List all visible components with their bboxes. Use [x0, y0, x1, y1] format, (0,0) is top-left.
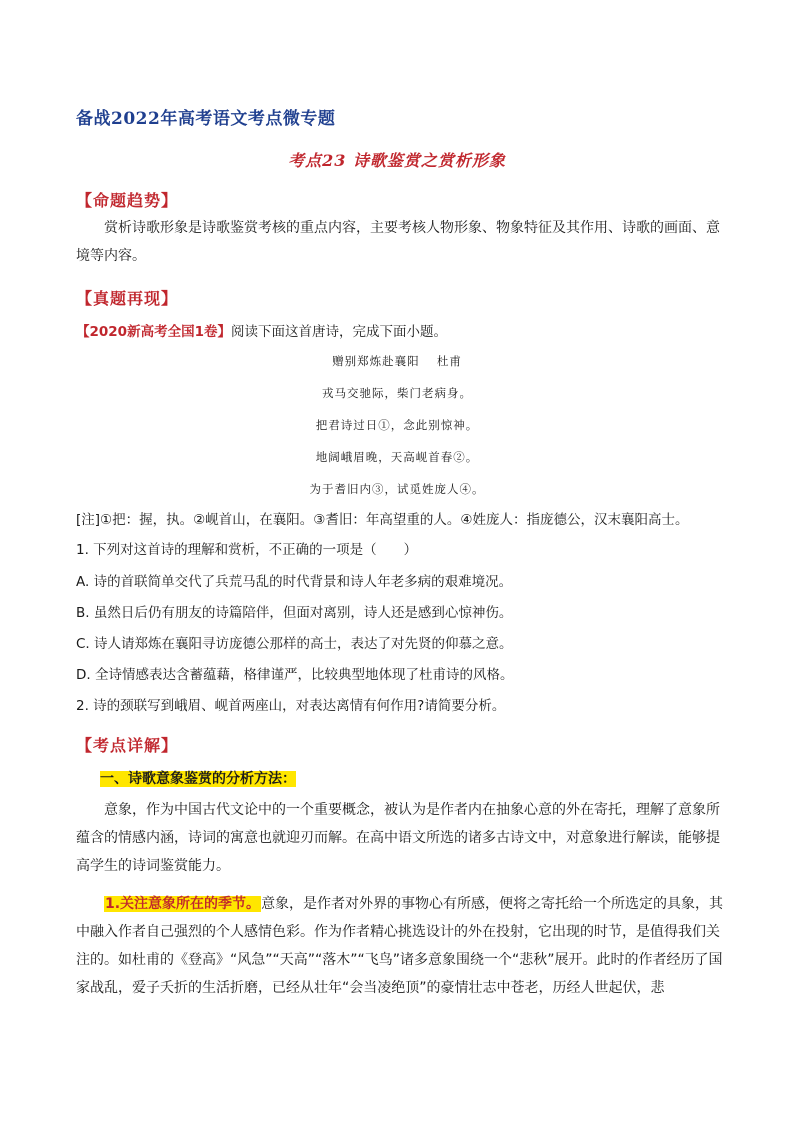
point-1-label: 1.关注意象所在的季节。: [105, 896, 261, 912]
trend-text: 赏析诗歌形象是诗歌鉴赏考核的重点内容，主要考核人物形象、物象特征及其作用、诗歌的画面、意境等内容。: [76, 220, 720, 264]
exam-intro-line: [76, 321, 736, 343]
option-b: B. 虽然日后仍有朋友的诗篇陪伴，但面对离别，诗人还是感到心惊神伤。: [76, 605, 513, 621]
exam-heading: 【真题再现】: [76, 289, 179, 308]
option-a: A. 诗的首联简单交代了兵荒马乱的时代背景和诗人年老多病的艰难境况。: [76, 574, 513, 590]
detail-paragraph-1: 意象，作为中国古代文论中的一个重要概念，被认为是作者内在抽象心意的外在寄托，理解了意象所蕴含的情感内涵，诗词的寓意也就迎刃而解。在高中语文所选的诸多古诗文中，对意象进行解读，能够提高学生的诗词鉴赏能力。: [76, 802, 720, 874]
question-1: 1. 下列对这首诗的理解和赏析，不正确的一项是（ ）: [76, 542, 418, 558]
poem-line: 戎马交驰际，柴门老病身。: [322, 386, 472, 400]
question-2: 2. 诗的颈联写到峨眉、岘首两座山，对表达离情有何作用?请简要分析。: [76, 698, 506, 714]
poem-line: 为于耆旧内③，试觅姓庞人④。: [309, 482, 485, 496]
poem-line: 地阔峨眉晚，天高岘首春②。: [315, 450, 479, 464]
exam-intro: 阅读下面这首唐诗，完成下面小题。: [230, 324, 447, 340]
detail-paragraph-2: [76, 890, 724, 1002]
poem-note: [注]①把：握，执。②岘首山，在襄阳。③耆旧：年高望重的人。④姓庞人：指庞德公，汉末襄阳高士。: [76, 512, 689, 528]
exam-source-tag: 【2020新高考全国1卷】: [76, 324, 231, 340]
section-1-title: [100, 768, 296, 788]
trend-heading: 【命题趋势】: [76, 191, 179, 210]
option-d: D. 全诗情感表达含蓄蕴藉，格律谨严，比较典型地体现了杜甫诗的风格。: [76, 667, 514, 683]
poem-title: 赠别郑炼赴襄阳 杜甫: [332, 354, 462, 368]
series-title: 备战2022年高考语文考点微专题: [76, 109, 336, 129]
poem-line: 把君诗过日①，念此别惊神。: [315, 418, 479, 432]
option-c: C. 诗人请郑炼在襄阳寻访庞德公那样的高士，表达了对先贤的仰慕之意。: [76, 636, 513, 652]
topic-title: 考点23 诗歌鉴赏之赏析形象: [288, 151, 506, 170]
detail-heading: 【考点详解】: [76, 736, 179, 755]
section-1-title-text: 一、诗歌意象鉴赏的分析方法：: [100, 771, 296, 787]
point-1-text: 意象，是作者对外界的事物心有所感，便将之寄托给一个所选定的具象，其中融入作者自己强烈的个人感情色彩。作为作者精心挑选设计的外在投射，它出现的时节，是值得我们关注的。如杜甫的《登高》“风急”“天高”“落木”“飞鸟”诸多意象围绕一个“悲秋”展开。此时的作者经历了国家战乱，爱子夭折的生活折磨，已经从壮年“会当凌绝顶”的豪情壮志中苍老，历经人世起伏，悲: [76, 896, 724, 996]
